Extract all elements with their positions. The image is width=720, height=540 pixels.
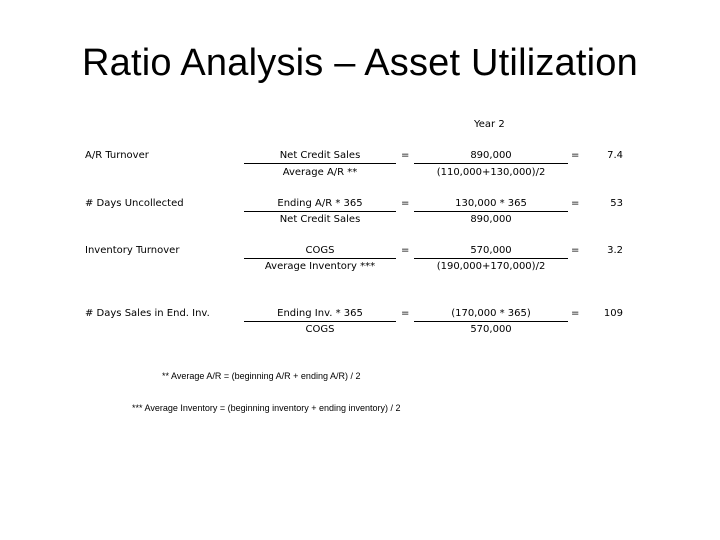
ar-turnover-numerator: Net Credit Sales (244, 150, 396, 164)
row-label-days-sales-inventory: # Days Sales in End. Inv. (85, 308, 210, 319)
row-label-inventory-turnover: Inventory Turnover (85, 245, 180, 256)
inventory-turnover-value-numerator: 570,000 (414, 245, 568, 259)
days-uncollected-equals: = (401, 198, 410, 209)
days-uncollected-numerator: Ending A/R * 365 (244, 198, 396, 212)
days-sales-inventory-value-denominator: 570,000 (470, 324, 512, 335)
days-sales-inventory-result: 109 (603, 308, 623, 319)
year-header: Year 2 (474, 119, 505, 130)
inventory-turnover-numerator: COGS (244, 245, 396, 259)
ar-turnover-equals: = (401, 150, 410, 161)
days-uncollected-value-numerator: 130,000 * 365 (414, 198, 568, 212)
footnote-average-inventory: *** Average Inventory = (beginning inventory + ending inventory) / 2 (132, 403, 401, 413)
inventory-turnover-result: 3.2 (607, 245, 623, 256)
inventory-turnover-equals-2: = (571, 245, 580, 256)
row-label-ar-turnover: A/R Turnover (85, 150, 149, 161)
days-sales-inventory-numerator: Ending Inv. * 365 (244, 308, 396, 322)
footnote-average-ar: ** Average A/R = (beginning A/R + ending A/R) / 2 (162, 371, 361, 381)
days-sales-inventory-equals: = (401, 308, 410, 319)
days-sales-inventory-value-numerator: (170,000 * 365) (414, 308, 568, 322)
slide-title: Ratio Analysis – Asset Utilization (82, 42, 638, 84)
inventory-turnover-value-denominator: (190,000+170,000)/2 (436, 261, 546, 272)
inventory-turnover-equals: = (401, 245, 410, 256)
ar-turnover-denominator: Average A/R ** (282, 167, 358, 178)
days-sales-inventory-equals-2: = (571, 308, 580, 319)
days-uncollected-value-denominator: 890,000 (470, 214, 512, 225)
ar-turnover-value-numerator: 890,000 (414, 150, 568, 164)
days-uncollected-denominator: Net Credit Sales (279, 214, 361, 225)
days-sales-inventory-denominator: COGS (305, 324, 335, 335)
ar-turnover-result: 7.4 (607, 150, 623, 161)
row-label-days-uncollected: # Days Uncollected (85, 198, 184, 209)
inventory-turnover-denominator: Average Inventory *** (264, 261, 376, 272)
days-uncollected-equals-2: = (571, 198, 580, 209)
ar-turnover-value-denominator: (110,000+130,000)/2 (436, 167, 546, 178)
ar-turnover-equals-2: = (571, 150, 580, 161)
days-uncollected-result: 53 (610, 198, 623, 209)
